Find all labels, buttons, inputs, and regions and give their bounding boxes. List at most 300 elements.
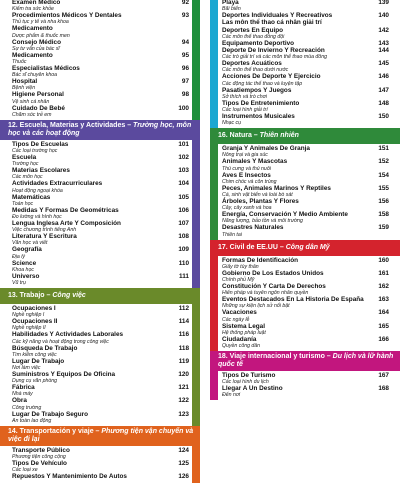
page-number: 106 — [178, 206, 189, 214]
entry-title: Las môn thể thao cá nhân giải trí — [222, 19, 322, 27]
entry-title: Hospital — [12, 78, 38, 86]
toc-entry[interactable] — [12, 25, 189, 38]
entry-title: Obra — [12, 397, 27, 405]
entry-title: Energía, Conservación Y Medio Ambiente — [222, 211, 348, 219]
page-number: 93 — [181, 12, 189, 20]
toc-entry-row — [12, 52, 189, 59]
entry-translation: Chim chóc và côn trùng — [222, 178, 277, 185]
entry-title: Pasatiempos Y Juegos — [222, 86, 292, 94]
toc-entry-row — [222, 309, 389, 316]
section-subtitle: Công việc — [52, 292, 86, 300]
entry-translation: Cá, sinh vật biển và loài bò sát — [222, 192, 293, 199]
page-number: 104 — [178, 180, 189, 188]
toc-entry[interactable] — [12, 39, 189, 52]
toc-entry[interactable] — [222, 113, 389, 126]
toc-entry[interactable] — [222, 270, 389, 283]
entry-title: Animales Y Mascotas — [222, 158, 288, 166]
section-16-nature — [210, 128, 400, 239]
toc-entry[interactable] — [12, 411, 189, 424]
toc-entry-row — [222, 73, 389, 80]
page-number: 145 — [378, 60, 389, 68]
entry-translation: Các trò giải trí và các môn thể thao mùa đông — [222, 54, 327, 61]
page-number: 101 — [178, 140, 189, 148]
section-subtitle: Du lịch và lữ hành quốc tế — [218, 353, 394, 369]
toc-entry-row — [12, 305, 189, 312]
entry-translation: An toàn lao động — [12, 417, 52, 424]
entry-translation: Thuốc — [12, 59, 27, 66]
entry-translation: Khoa học — [12, 266, 34, 273]
section-18-travel — [210, 351, 400, 400]
toc-entry[interactable] — [222, 224, 389, 237]
section-body — [210, 0, 400, 128]
entry-title: Fábrica — [12, 384, 35, 392]
toc-entry[interactable] — [12, 154, 189, 167]
entry-translation: Các loại hình du lịch — [222, 379, 269, 386]
page-number: 125 — [178, 460, 189, 468]
entry-translation: Sở thích và trò chơi — [222, 93, 267, 100]
toc-entry[interactable] — [12, 52, 189, 65]
entry-translation: Nghề nghiệp II — [12, 325, 46, 332]
entry-title: Tipos De Entretenimiento — [222, 99, 300, 107]
section-header: 12. Escuela, Materias y Actividades – Trường học, môn học và các hoạt động — [0, 120, 200, 140]
section-body — [210, 144, 400, 239]
page-number: 143 — [378, 39, 389, 47]
toc-entry[interactable] — [12, 180, 189, 193]
toc-entry-row — [222, 27, 389, 34]
entry-title: Cuidado De Bebé — [12, 104, 65, 112]
toc-entry-row — [12, 78, 189, 85]
entry-translation: Các môn học — [12, 174, 43, 181]
entry-title: Desastres Naturales — [222, 224, 284, 232]
toc-entry-row — [12, 384, 189, 391]
toc-entry[interactable] — [12, 78, 189, 91]
entry-title: Sistema Legal — [222, 322, 265, 330]
entry-translation: Hệ thống pháp luật — [222, 329, 266, 336]
toc-entry[interactable] — [12, 273, 189, 286]
toc-entry[interactable] — [222, 211, 389, 224]
page-number: 109 — [178, 246, 189, 254]
toc-entry[interactable] — [222, 323, 389, 336]
entry-translation: Tìm kiếm công việc — [12, 351, 57, 358]
toc-entry[interactable] — [222, 198, 389, 211]
toc-entry[interactable] — [222, 309, 389, 322]
section-header: 16. Natura – Thiên nhiên — [210, 128, 400, 144]
toc-entry[interactable] — [222, 257, 389, 270]
toc-entry-row — [12, 358, 189, 365]
toc-entry[interactable] — [12, 12, 189, 25]
page-number: 161 — [378, 269, 389, 277]
entry-translation: Chăm sóc trẻ em — [12, 111, 52, 118]
toc-entry[interactable] — [12, 358, 189, 371]
entry-title: Lengua Inglesa Arte Y Composición — [12, 220, 121, 228]
entry-title: Consejo Médico — [12, 38, 62, 46]
entry-title: Vacaciones — [222, 309, 257, 317]
page-number: 102 — [178, 154, 189, 162]
entry-translation: Địa lý — [12, 253, 25, 260]
page-number: 160 — [378, 256, 389, 264]
page-number: 166 — [378, 335, 389, 343]
toc-entry-row — [222, 385, 389, 392]
toc-entry-row — [12, 65, 189, 72]
page-number: 151 — [378, 145, 389, 153]
page-number: 139 — [378, 0, 389, 6]
toc-entry[interactable] — [12, 384, 189, 397]
entry-title: Habilidades Y Actividades Laborales — [12, 331, 124, 339]
page-number: 108 — [178, 233, 189, 241]
toc-entry[interactable] — [12, 220, 189, 233]
page-number: 159 — [378, 224, 389, 232]
section-header: 14. Transportación y viaje – Phương tiện vận chuyển và việc đi lại — [0, 426, 200, 446]
entry-title: Gobierno De Los Estados Unidos — [222, 269, 324, 277]
toc-entry-row — [12, 473, 189, 480]
toc-entry-row — [12, 273, 189, 280]
entry-title: Repuestos Y Mantenimiento De Autos — [12, 473, 127, 481]
toc-entry-row — [222, 40, 389, 47]
entry-translation: Bãi biển — [222, 6, 241, 13]
entry-translation: Dược phẩm & thuốc men — [12, 32, 70, 39]
page-number: 146 — [378, 73, 389, 81]
toc-entry-row — [222, 185, 389, 192]
page-number: 110 — [178, 259, 189, 267]
entry-title: Higiene Personal — [12, 91, 64, 99]
section-title: 12. Escuela, Materias y Actividades — [8, 121, 126, 129]
page-number: 100 — [178, 104, 189, 112]
page-number: 154 — [378, 171, 389, 179]
toc-entry[interactable] — [222, 19, 389, 26]
page-number: 95 — [181, 51, 189, 59]
entry-title: Actividades Extracurriculares — [12, 180, 103, 188]
toc-entry-row — [12, 141, 189, 148]
entry-translation: Các động tác thể thao và luyện tập — [222, 80, 303, 87]
toc-entry-row — [222, 257, 389, 264]
entry-translation: Cây, cây xanh và hoa — [222, 205, 272, 212]
toc-entry[interactable] — [12, 0, 189, 12]
toc-entry[interactable] — [12, 305, 189, 318]
entry-title: Deportes Acuáticos — [222, 60, 282, 68]
toc-entry[interactable] — [12, 345, 189, 358]
toc-entry-row — [12, 411, 189, 418]
section-title: 16. Natura — [218, 132, 252, 140]
entry-title: Instrumentos Musicales — [222, 113, 295, 121]
toc-entry-row — [222, 172, 389, 179]
page-number: 140 — [378, 12, 389, 20]
page-number: 122 — [178, 397, 189, 405]
page-number: 103 — [178, 167, 189, 175]
section-title: 13. Trabajo — [8, 292, 45, 300]
entry-translation: Nơi làm việc — [12, 365, 41, 372]
entry-translation: Vũ trụ — [12, 280, 26, 287]
toc-entry[interactable] — [222, 296, 389, 309]
section-header: 13. Trabajo – Công việc — [0, 288, 200, 304]
toc-entry-row — [222, 224, 389, 231]
page-number: 164 — [378, 309, 389, 317]
page-number: 155 — [378, 184, 389, 192]
entry-title: Tipos De Escuelas — [12, 140, 69, 148]
entry-translation: Toán học — [12, 200, 34, 207]
entry-translation: Đến nơi — [222, 392, 241, 399]
toc-entry[interactable] — [222, 336, 389, 349]
entry-translation: Thú cưng và thú nuôi — [222, 165, 271, 172]
entry-title: Deportes Individuales Y Recreativos — [222, 12, 333, 20]
section-health-continued — [0, 0, 200, 120]
entry-title: Escuela — [12, 154, 37, 162]
entry-translation: Các môn thể thao dưới nước — [222, 67, 289, 74]
toc-entry-row — [12, 460, 189, 467]
toc-entry[interactable] — [222, 145, 389, 158]
entry-title: Lugar De Trabajo Seguro — [12, 410, 88, 418]
page-number: 168 — [378, 385, 389, 393]
entry-translation: Vệ sinh cá nhân — [12, 98, 50, 105]
entry-translation: Các môn thể thao đồng đội — [222, 33, 285, 40]
entry-title: Ocupaciones I — [12, 305, 56, 313]
page-number: 111 — [179, 272, 189, 280]
toc-entry[interactable] — [12, 194, 189, 207]
entry-title: Transporte Público — [12, 446, 70, 454]
toc-entry[interactable] — [12, 207, 189, 220]
toc-entry-row — [222, 100, 389, 107]
entry-title: Ciudadanía — [222, 335, 257, 343]
page-number: 142 — [378, 26, 389, 34]
toc-entry-row — [12, 260, 189, 267]
section-12-school — [0, 120, 200, 288]
entry-translation: Hiến pháp và tuyên ngôn nhân quyền — [222, 290, 309, 297]
entry-title: Formas De Identificación — [222, 256, 298, 264]
toc-entry[interactable] — [222, 172, 389, 185]
toc-entry-row — [222, 323, 389, 330]
toc-entry-row — [12, 345, 189, 352]
entry-translation: Trường học — [12, 161, 39, 168]
entry-title: Science — [12, 259, 37, 267]
toc-entry[interactable] — [222, 27, 389, 40]
toc-entry[interactable] — [12, 65, 189, 78]
toc-entry[interactable] — [12, 397, 189, 410]
section-sports-continued — [210, 0, 400, 128]
section-header: 17. Civil de EE.UU – Công dân Mỹ — [210, 240, 400, 256]
toc-entry[interactable] — [222, 283, 389, 296]
toc-entry-row — [12, 91, 189, 98]
page-number: 105 — [178, 193, 189, 201]
toc-entry-row — [222, 198, 389, 205]
entry-title: Materias Escolares — [12, 167, 70, 175]
section-body — [0, 140, 200, 288]
toc-entry[interactable] — [12, 91, 189, 104]
entry-title: Aves E Insectos — [222, 171, 271, 179]
toc-entry[interactable] — [222, 73, 389, 86]
page-number: 148 — [378, 99, 389, 107]
toc-entry-row — [222, 270, 389, 277]
section-header: 18. Viaje internacional y turismo – Du lịch và lữ hành quốc tế — [210, 351, 400, 371]
page-number: 152 — [378, 158, 389, 166]
entry-title: Geografía — [12, 246, 42, 254]
toc-entry-row — [12, 318, 189, 325]
section-title: 18. Viaje internacional y turismo — [218, 353, 325, 361]
entry-title: Literatura Y Escritura — [12, 233, 77, 241]
entry-title: Procedimientos Médicos Y Dentales — [12, 12, 122, 20]
section-body — [210, 371, 400, 400]
entry-translation: Công trường — [12, 404, 42, 411]
toc-entry-row — [12, 207, 189, 214]
page-number: 147 — [378, 86, 389, 94]
entry-title: Constitución Y Carta De Derechos — [222, 283, 326, 291]
entry-translation: Thủ tục y tế và nha khoa — [12, 19, 69, 26]
section-subtitle: Thiên nhiên — [259, 132, 299, 140]
entry-title: Árboles, Plantas Y Flores — [222, 198, 299, 206]
page-number: 112 — [178, 305, 189, 313]
toc-entry-row — [222, 336, 389, 343]
page-number: 165 — [378, 322, 389, 330]
page-number: 150 — [378, 113, 389, 121]
entry-translation: Giấy tờ tùy thân — [222, 263, 259, 270]
entry-title: Suministros Y Equipos De Oficina — [12, 371, 116, 379]
entry-title: Equipamento Deportivo — [222, 39, 295, 47]
toc-entry-row — [12, 105, 189, 112]
page-number: 162 — [378, 283, 389, 291]
entry-translation: Năng lượng, bảo tồn và môi trường — [222, 218, 303, 225]
section-title: 14. Transportación y viaje — [8, 427, 94, 435]
toc-entry[interactable] — [12, 167, 189, 180]
toc-entry[interactable] — [12, 473, 189, 480]
section-14-transport — [0, 426, 200, 483]
section-body — [0, 446, 200, 483]
toc-entry[interactable] — [12, 331, 189, 344]
toc-entry[interactable] — [222, 40, 389, 47]
page-number: 107 — [178, 220, 189, 228]
entry-title: Especialistas Médicos — [12, 65, 80, 73]
section-title: 17. Civil de EE.UU — [218, 243, 278, 251]
toc-entry-row — [12, 397, 189, 404]
toc-entry[interactable] — [12, 105, 189, 118]
page-number: 163 — [378, 296, 389, 304]
entry-translation: Sự tư vấn của bác sĩ — [12, 45, 60, 52]
toc-entry[interactable] — [12, 233, 189, 246]
page-number: 120 — [178, 371, 189, 379]
toc-entry[interactable] — [12, 141, 189, 154]
toc-entry[interactable] — [222, 185, 389, 198]
entry-title: Examen Médico — [12, 0, 61, 6]
toc-entry-row — [222, 145, 389, 152]
entry-translation: Việc chương trình tiếng Anh — [12, 227, 77, 234]
section-subtitle: Trường học, môn học và các hoạt động — [8, 121, 192, 137]
page-number: 96 — [181, 65, 189, 73]
toc-entry-row — [12, 447, 189, 454]
entry-translation: Đo lường và hình học — [12, 214, 62, 221]
page-number: 121 — [178, 384, 189, 392]
toc-entry-row — [12, 180, 189, 187]
toc-entry-row — [12, 25, 189, 32]
toc-entry[interactable] — [222, 100, 389, 113]
entry-title: Playa — [222, 0, 239, 6]
entry-translation: Quyền công dân — [222, 343, 261, 350]
section-subtitle: Công dân Mỹ — [285, 243, 330, 251]
entry-translation: Nghề nghiệp I — [12, 312, 45, 319]
toc-entry-row — [222, 113, 389, 120]
entry-translation: Nhà máy — [12, 391, 33, 398]
entry-title: Universo — [12, 272, 40, 280]
entry-translation: Nông trại và gia súc — [222, 152, 268, 159]
toc-entry[interactable] — [222, 60, 389, 73]
page-number: 119 — [178, 357, 189, 365]
entry-title: Medidas Y Formas De Geométricas — [12, 206, 119, 214]
page-number: 144 — [378, 47, 389, 55]
page-number: 114 — [178, 318, 189, 326]
section-subtitle: Phương tiện vận chuyển và việc đi lại — [8, 427, 194, 443]
page-number: 167 — [378, 372, 389, 380]
toc-entry[interactable] — [222, 0, 389, 12]
entry-translation: Bệnh viện — [12, 85, 36, 92]
toc-entry[interactable] — [12, 371, 189, 384]
page-number: 118 — [178, 344, 189, 352]
entry-translation: Dụng cụ văn phòng — [12, 378, 57, 385]
toc-entry[interactable] — [12, 318, 189, 331]
entry-title: Medicamento — [12, 51, 53, 59]
toc-entry[interactable] — [222, 158, 389, 171]
toc-entry[interactable] — [222, 385, 389, 398]
toc-entry[interactable] — [222, 372, 389, 385]
page-number: 92 — [181, 0, 189, 6]
entry-translation: Các kỹ năng và hoạt động trong công việc — [12, 338, 109, 345]
section-13-work — [0, 288, 200, 426]
toc-entry-row — [12, 154, 189, 161]
toc-entry-row — [222, 19, 389, 26]
section-body — [210, 256, 400, 351]
page-number: 123 — [178, 410, 189, 418]
entry-title: Medicamento — [12, 25, 53, 33]
toc-entry-row — [12, 194, 189, 201]
toc-entry-row — [222, 87, 389, 94]
entry-translation: Các loại xe — [12, 467, 38, 474]
toc-entry[interactable] — [12, 460, 189, 473]
entry-translation: Kiểm tra sức khỏe — [12, 6, 54, 13]
entry-title: Granja Y Animales De Granja — [222, 145, 310, 153]
entry-title: Tipos De Turismo — [222, 372, 276, 380]
entry-title: Eventos Destacados En La Historia De España — [222, 296, 364, 304]
toc-entry[interactable] — [12, 260, 189, 273]
entry-title: Peces, Animales Marinos Y Reptiles — [222, 184, 331, 192]
page-number: 116 — [178, 331, 189, 339]
entry-translation: Thiên tai — [222, 231, 242, 238]
page-number: 156 — [378, 198, 389, 206]
toc-entry[interactable] — [12, 447, 189, 460]
entry-title: Tipos De Vehículo — [12, 460, 67, 468]
toc-entry[interactable] — [12, 246, 189, 259]
toc-entry-row — [12, 331, 189, 338]
toc-entry[interactable] — [222, 47, 389, 60]
page-number: 94 — [181, 38, 189, 46]
entry-translation: Các loại trường học — [12, 148, 58, 155]
toc-entry-row — [222, 372, 389, 379]
entry-title: Matemáticas — [12, 193, 51, 201]
toc-entry-row — [12, 246, 189, 253]
entry-translation: Các loại hình giải trí — [222, 107, 268, 114]
page-number: 98 — [181, 91, 189, 99]
entry-title: Ocupaciones II — [12, 318, 58, 326]
section-body — [0, 0, 200, 120]
page-number: 126 — [178, 473, 189, 481]
page-number: 124 — [178, 446, 189, 454]
entry-translation: Những sự kiện lịch sử nổi bật — [222, 303, 290, 310]
toc-entry-row — [12, 167, 189, 174]
entry-title: Deportes En Equipo — [222, 26, 284, 34]
entry-translation: Chính phủ Mỹ — [222, 277, 255, 284]
toc-entry[interactable] — [222, 87, 389, 100]
section-body — [0, 304, 200, 426]
entry-title: Acciones De Deporte Y Ejercicio — [222, 73, 321, 81]
entry-translation: Nhạc cụ — [222, 120, 242, 127]
entry-title: Deporte De Invierno Y Recreación — [222, 47, 325, 55]
entry-translation: Bác sĩ chuyên khoa — [12, 72, 57, 79]
entry-translation: Văn học và viết — [12, 240, 48, 247]
entry-translation: Các ngày lễ — [222, 316, 250, 323]
